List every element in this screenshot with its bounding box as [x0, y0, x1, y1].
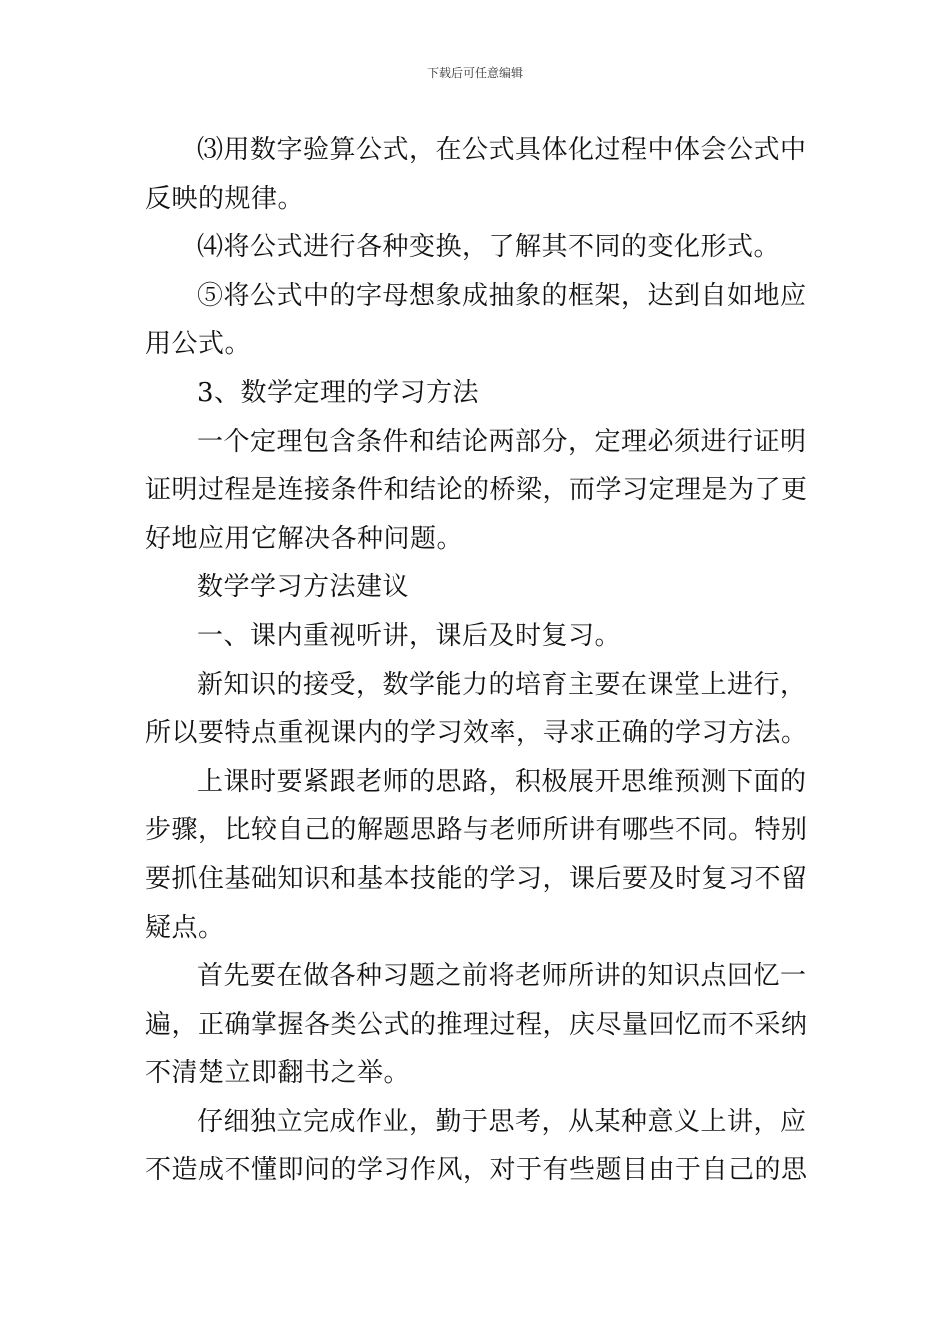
text-line: 3、数学定理的学习方法 [197, 377, 480, 408]
paragraph [145, 952, 810, 1098]
paragraph [145, 758, 810, 952]
text-line: 要抓住基础知识和基本技能的学习，课后要及时复习不留 [145, 863, 808, 894]
text-line: 疑点。 [145, 912, 225, 943]
paragraph [145, 1098, 810, 1195]
text-line: 用公式。 [145, 329, 252, 360]
text-line: 所以要特点重视课内的学习效率，寻求正确的学习方法。 [145, 718, 808, 749]
text-line: 不清楚立即翻书之举。 [145, 1058, 411, 1089]
paragraph [145, 563, 810, 612]
paragraph [145, 612, 810, 661]
text-line: ⑤将公式中的字母想象成抽象的框架，达到自如地应 [197, 280, 807, 311]
text-line: ⑶用数字验算公式，在公式具体化过程中体会公式中 [197, 135, 807, 165]
paragraph [145, 369, 810, 418]
text-line: 步骤，比较自己的解题思路与老师所讲有哪些不同。特别 [145, 815, 808, 846]
text-line: 一个定理包含条件和结论两部分，定理必须进行证明 [197, 426, 807, 457]
paragraph [145, 661, 810, 758]
text-line: 数学学习方法建议 [197, 572, 410, 603]
text-line: 首先要在做各种习题之前将老师所讲的知识点回忆一 [197, 961, 807, 992]
text-line: 证明过程是连接条件和结论的桥梁，而学习定理是为了更 [145, 475, 808, 506]
paragraph [145, 272, 810, 369]
text-line: 不造成不懂即问的学习作风，对于有些题目由于自己的思 [145, 1155, 808, 1186]
text-line: 一、课内重视听讲，课后及时复习。 [197, 620, 622, 651]
text-line: 新知识的接受，数学能力的培育主要在课堂上进行， [197, 669, 807, 700]
text-line: 遍，正确掌握各类公式的推理过程，庆尽量回忆而不采纳 [145, 1009, 808, 1040]
text-line: 反映的规律。 [145, 183, 305, 214]
text-line: 上课时要紧跟老师的思路，积极展开思维预测下面的 [197, 766, 807, 797]
page-header-note: 下载后可任意编辑 [426, 66, 523, 80]
paragraph [145, 126, 810, 223]
paragraph [145, 418, 810, 564]
text-line: 仔细独立完成作业，勤于思考，从某种意义上讲，应 [197, 1106, 807, 1137]
text-line: 好地应用它解决各种问题。 [145, 523, 464, 554]
text-line: ⑷将公式进行各种变换，了解其不同的变化形式。 [197, 232, 781, 263]
document-body [145, 126, 810, 1195]
paragraph [145, 223, 810, 272]
